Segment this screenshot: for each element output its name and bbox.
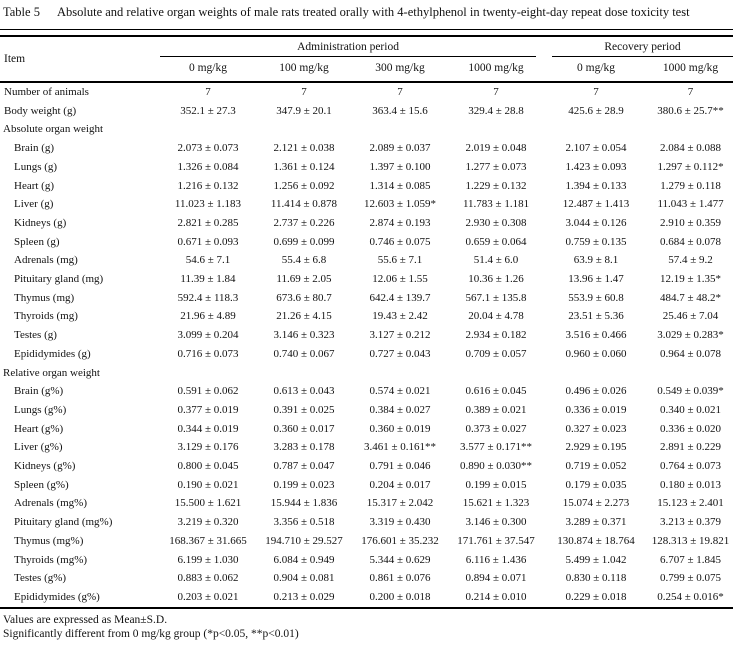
value-cell: 642.4 ± 139.7 (369, 291, 431, 304)
value-cell: 0.746 ± 0.075 (369, 235, 431, 248)
value-cell: 3.283 ± 0.178 (273, 441, 335, 454)
table-row (0, 102, 733, 121)
row-label: Testes (g) (14, 329, 57, 342)
value-cell: 0.659 ± 0.064 (465, 235, 527, 248)
value-cell: 7 (397, 86, 403, 98)
value-cell: 352.1 ± 27.3 (180, 104, 236, 117)
value-cell: 0.861 ± 0.076 (369, 572, 431, 585)
value-cell: 12.603 ± 1.059* (363, 198, 437, 211)
table-container (0, 29, 733, 609)
value-cell: 0.740 ± 0.067 (273, 347, 335, 360)
value-cell: 2.737 ± 0.226 (273, 216, 335, 229)
value-cell: 15.621 ± 1.323 (462, 497, 530, 510)
dose-col-header: 1000 mg/kg (448, 57, 544, 82)
value-cell: 13.96 ± 1.47 (568, 273, 624, 286)
value-cell: 0.764 ± 0.073 (660, 460, 722, 473)
value-cell: 0.373 ± 0.027 (465, 422, 527, 435)
row-label: Epididymides (g%) (14, 590, 100, 603)
row-label: Thymus (mg) (14, 291, 75, 304)
administration-period-label: Administration period (160, 37, 536, 57)
table-row (0, 588, 733, 608)
value-cell: 3.044 ± 0.126 (565, 216, 627, 229)
value-cell: 0.229 ± 0.018 (565, 590, 627, 603)
value-cell: 0.727 ± 0.043 (369, 347, 431, 360)
value-cell: 10.36 ± 1.26 (468, 273, 524, 286)
row-label: Lungs (g%) (14, 403, 67, 416)
value-cell: 0.340 ± 0.021 (660, 403, 722, 416)
value-cell: 7 (687, 86, 694, 98)
value-cell: 0.377 ± 0.019 (177, 403, 239, 416)
value-cell: 0.190 ± 0.021 (177, 478, 239, 491)
section-row (0, 364, 733, 383)
value-cell: 0.716 ± 0.073 (177, 347, 239, 360)
value-cell: 1.361 ± 0.124 (273, 160, 335, 173)
item-column-header: Item (0, 36, 160, 82)
value-cell: 0.791 ± 0.046 (369, 460, 431, 473)
value-cell: 592.4 ± 118.3 (177, 291, 239, 304)
value-cell: 1.297 ± 0.112* (657, 160, 724, 173)
value-cell: 553.9 ± 60.8 (568, 291, 624, 304)
table-row (0, 177, 733, 196)
row-label: Brain (g%) (14, 385, 64, 398)
value-cell: 0.904 ± 0.081 (273, 572, 335, 585)
value-cell: 7 (493, 86, 499, 98)
value-cell: 0.179 ± 0.035 (565, 478, 627, 491)
table-row (0, 494, 733, 513)
value-cell: 0.199 ± 0.015 (465, 478, 527, 491)
table-row (0, 382, 733, 401)
table-row (0, 214, 733, 233)
value-cell: 23.51 ± 5.36 (568, 310, 624, 323)
value-cell: 6.084 ± 0.949 (273, 553, 335, 566)
value-cell: 567.1 ± 135.8 (465, 291, 527, 304)
value-cell: 0.327 ± 0.023 (565, 422, 627, 435)
table-row (0, 158, 733, 177)
value-cell: 0.360 ± 0.017 (273, 422, 335, 435)
table-row (0, 233, 733, 252)
value-cell: 2.019 ± 0.048 (465, 142, 527, 155)
value-cell: 12.19 ± 1.35* (660, 273, 722, 286)
row-label: Pituitary gland (mg) (14, 273, 104, 286)
value-cell: 3.289 ± 0.371 (565, 516, 627, 529)
dose-col-header: 0 mg/kg (544, 57, 648, 82)
value-cell: 0.800 ± 0.045 (177, 460, 239, 473)
value-cell: 21.26 ± 4.15 (276, 310, 332, 323)
value-cell: 168.367 ± 31.665 (169, 534, 247, 547)
row-label: Thymus (mg%) (14, 534, 84, 547)
value-cell: 673.6 ± 80.7 (276, 291, 332, 304)
value-cell: 25.46 ± 7.04 (662, 310, 719, 323)
value-cell: 1.314 ± 0.085 (369, 179, 431, 192)
value-cell: 0.671 ± 0.093 (177, 235, 239, 248)
value-cell: 0.964 ± 0.078 (660, 347, 722, 360)
value-cell: 0.890 ± 0.030** (459, 460, 533, 473)
footnotes (0, 609, 733, 642)
section-row (0, 120, 733, 139)
value-cell: 6.199 ± 1.030 (177, 553, 239, 566)
value-cell: 0.391 ± 0.025 (273, 403, 335, 416)
row-label: Adrenals (mg) (14, 254, 78, 267)
value-cell: 176.601 ± 35.232 (361, 534, 439, 547)
table-row (0, 139, 733, 158)
value-cell: 2.891 ± 0.229 (660, 441, 722, 454)
row-label: Lungs (g) (14, 160, 58, 173)
value-cell: 5.344 ± 0.629 (369, 553, 431, 566)
group-header-row (0, 36, 733, 57)
row-label: Thyroids (mg%) (14, 553, 88, 566)
value-cell: 0.549 ± 0.039* (657, 385, 724, 398)
table-row (0, 457, 733, 476)
value-cell: 194.710 ± 29.527 (265, 534, 343, 547)
value-cell: 7 (205, 86, 211, 98)
table-row (0, 551, 733, 570)
row-label: Body weight (g) (4, 104, 77, 117)
value-cell: 2.929 ± 0.195 (565, 441, 627, 454)
value-cell: 2.874 ± 0.193 (369, 216, 431, 229)
value-cell: 3.129 ± 0.176 (177, 441, 239, 454)
value-cell: 1.394 ± 0.133 (565, 179, 627, 192)
value-cell: 5.499 ± 1.042 (565, 553, 627, 566)
value-cell: 12.487 ± 1.413 (562, 198, 630, 211)
value-cell: 2.821 ± 0.285 (177, 216, 239, 229)
value-cell: 55.4 ± 6.8 (281, 254, 327, 267)
value-cell: 15.317 ± 2.042 (366, 497, 434, 510)
value-cell: 0.960 ± 0.060 (565, 347, 627, 360)
table-row (0, 270, 733, 289)
value-cell: 0.336 ± 0.020 (660, 422, 722, 435)
value-cell: 0.384 ± 0.027 (369, 403, 431, 416)
value-cell: 1.397 ± 0.100 (369, 160, 431, 173)
value-cell: 3.146 ± 0.323 (273, 329, 335, 342)
value-cell: 0.709 ± 0.057 (465, 347, 527, 360)
value-cell: 0.684 ± 0.078 (660, 235, 722, 248)
value-cell: 12.06 ± 1.55 (372, 273, 428, 286)
value-cell: 0.200 ± 0.018 (369, 590, 431, 603)
row-label: Brain (g) (14, 142, 55, 155)
row-label: Liver (g) (14, 198, 54, 211)
row-label: Heart (g%) (14, 422, 64, 435)
value-cell: 1.423 ± 0.093 (565, 160, 627, 173)
value-cell: 0.719 ± 0.052 (565, 460, 627, 473)
value-cell: 11.043 ± 1.477 (657, 198, 724, 211)
row-label: Kidneys (g) (14, 216, 67, 229)
row-label: Thyroids (mg) (14, 310, 78, 323)
value-cell: 1.216 ± 0.132 (177, 179, 239, 192)
value-cell: 3.516 ± 0.466 (565, 329, 627, 342)
value-cell: 57.4 ± 9.2 (668, 254, 713, 267)
value-cell: 2.910 ± 0.359 (660, 216, 722, 229)
value-cell: 3.319 ± 0.430 (369, 516, 431, 529)
value-cell: 11.023 ± 1.183 (174, 198, 242, 211)
section-label: Absolute organ weight (3, 123, 104, 136)
value-cell: 11.783 ± 1.181 (462, 198, 530, 211)
value-cell: 2.073 ± 0.073 (177, 142, 239, 155)
value-cell: 380.6 ± 25.7** (657, 104, 724, 117)
value-cell: 15.123 ± 2.401 (657, 497, 724, 510)
value-cell: 11.39 ± 1.84 (180, 273, 236, 286)
value-cell: 0.883 ± 0.062 (177, 572, 239, 585)
table-row (0, 345, 733, 364)
value-cell: 6.116 ± 1.436 (465, 553, 527, 566)
dose-col-header: 1000 mg/kg (648, 57, 733, 82)
dose-col-header: 100 mg/kg (256, 57, 352, 82)
value-cell: 0.616 ± 0.045 (465, 385, 527, 398)
footnote-line: Values are expressed as Mean±S.D. (3, 613, 168, 626)
value-cell: 0.204 ± 0.017 (369, 478, 431, 491)
row-label: Spleen (g%) (14, 478, 69, 491)
value-cell: 3.577 ± 0.171** (459, 441, 533, 454)
value-cell: 15.500 ± 1.621 (174, 497, 242, 510)
value-cell: 7 (301, 86, 307, 98)
value-cell: 128.313 ± 19.821 (651, 534, 730, 547)
value-cell: 15.074 ± 2.273 (562, 497, 630, 510)
value-cell: 51.4 ± 6.0 (473, 254, 519, 267)
table-row (0, 195, 733, 214)
table-number: Table 5 (3, 5, 40, 19)
value-cell: 1.256 ± 0.092 (273, 179, 335, 192)
value-cell: 55.6 ± 7.1 (377, 254, 423, 267)
value-cell: 20.04 ± 4.78 (468, 310, 524, 323)
value-cell: 11.69 ± 2.05 (276, 273, 332, 286)
value-cell: 329.4 ± 28.8 (468, 104, 524, 117)
row-label: Testes (g%) (14, 572, 67, 585)
row-label: Adrenals (mg%) (14, 497, 88, 510)
row-label: Pituitary gland (mg%) (14, 516, 113, 529)
value-cell: 2.084 ± 0.088 (660, 142, 722, 155)
footnote-line: Significantly different from 0 mg/kg group (*p<0.05, **p<0.01) (3, 628, 299, 641)
administration-period-header (160, 36, 544, 57)
value-cell: 0.360 ± 0.019 (369, 422, 431, 435)
value-cell: 2.089 ± 0.037 (369, 142, 431, 155)
value-cell: 3.146 ± 0.300 (465, 516, 527, 529)
row-label: Epididymides (g) (14, 347, 91, 360)
value-cell: 1.279 ± 0.118 (660, 179, 721, 192)
value-cell: 3.461 ± 0.161** (363, 441, 437, 454)
dose-col-header: 300 mg/kg (352, 57, 448, 82)
value-cell: 63.9 ± 8.1 (573, 254, 619, 267)
section-label: Relative organ weight (3, 366, 100, 379)
table-row (0, 307, 733, 326)
dose-col-header: 0 mg/kg (160, 57, 256, 82)
value-cell: 3.029 ± 0.283* (657, 329, 724, 342)
value-cell: 11.414 ± 0.878 (270, 198, 338, 211)
value-cell: 0.759 ± 0.135 (565, 235, 627, 248)
value-cell: 0.336 ± 0.019 (565, 403, 627, 416)
row-label: Kidneys (g%) (14, 460, 76, 473)
table-caption (0, 5, 733, 20)
table-row (0, 476, 733, 495)
value-cell: 0.613 ± 0.043 (273, 385, 335, 398)
value-cell: 0.180 ± 0.013 (660, 478, 722, 491)
value-cell: 3.127 ± 0.212 (369, 329, 431, 342)
value-cell: 0.591 ± 0.062 (177, 385, 239, 398)
row-label: Number of animals (4, 86, 89, 98)
value-cell: 2.121 ± 0.038 (273, 142, 335, 155)
value-cell: 0.344 ± 0.019 (177, 422, 239, 435)
table-row (0, 438, 733, 457)
table-row (0, 82, 733, 102)
organ-weights-table (0, 35, 733, 609)
value-cell: 1.326 ± 0.084 (177, 160, 239, 173)
value-cell: 0.199 ± 0.023 (273, 478, 335, 491)
value-cell: 347.9 ± 20.1 (276, 104, 332, 117)
table-row (0, 420, 733, 439)
value-cell: 2.107 ± 0.054 (565, 142, 627, 155)
value-cell: 171.761 ± 37.547 (457, 534, 535, 547)
value-cell: 484.7 ± 48.2* (660, 291, 722, 304)
value-cell: 3.213 ± 0.379 (660, 516, 722, 529)
value-cell: 0.799 ± 0.075 (660, 572, 722, 585)
value-cell: 0.389 ± 0.021 (465, 403, 527, 416)
table-row (0, 326, 733, 345)
value-cell: 2.930 ± 0.308 (465, 216, 527, 229)
table-row (0, 289, 733, 308)
value-cell: 363.4 ± 15.6 (372, 104, 428, 117)
table-header (0, 36, 733, 82)
value-cell: 0.203 ± 0.021 (177, 590, 239, 603)
value-cell: 54.6 ± 7.1 (185, 254, 231, 267)
value-cell: 7 (593, 86, 599, 98)
value-cell: 3.356 ± 0.518 (273, 516, 335, 529)
recovery-period-header (544, 36, 733, 57)
value-cell: 0.894 ± 0.071 (465, 572, 527, 585)
value-cell: 0.213 ± 0.029 (273, 590, 335, 603)
value-cell: 0.254 ± 0.016* (657, 590, 724, 603)
recovery-period-label: Recovery period (552, 37, 733, 57)
table-row (0, 569, 733, 588)
value-cell: 0.574 ± 0.021 (369, 385, 431, 398)
value-cell: 1.277 ± 0.073 (465, 160, 527, 173)
value-cell: 3.099 ± 0.204 (177, 329, 239, 342)
row-label: Heart (g) (14, 179, 55, 192)
table-body (0, 82, 733, 608)
value-cell: 6.707 ± 1.845 (660, 553, 722, 566)
table-caption-text: Absolute and relative organ weights of male rats treated orally with 4-ethylphenol in twenty-eight-day repeat dose toxicity test (57, 5, 690, 19)
table-row (0, 401, 733, 420)
value-cell: 0.787 ± 0.047 (273, 460, 335, 473)
value-cell: 425.6 ± 28.9 (568, 104, 624, 117)
table-row (0, 513, 733, 532)
value-cell: 3.219 ± 0.320 (177, 516, 239, 529)
value-cell: 0.830 ± 0.118 (565, 572, 627, 585)
value-cell: 1.229 ± 0.132 (465, 179, 527, 192)
value-cell: 2.934 ± 0.182 (465, 329, 527, 342)
value-cell: 0.214 ± 0.010 (465, 590, 527, 603)
row-label: Spleen (g) (14, 235, 60, 248)
table-row (0, 251, 733, 270)
value-cell: 0.496 ± 0.026 (565, 385, 627, 398)
value-cell: 21.96 ± 4.89 (180, 310, 236, 323)
value-cell: 0.699 ± 0.099 (273, 235, 335, 248)
value-cell: 15.944 ± 1.836 (270, 497, 338, 510)
table-row (0, 532, 733, 551)
value-cell: 19.43 ± 2.42 (372, 310, 428, 323)
row-label: Liver (g%) (14, 441, 63, 454)
value-cell: 130.874 ± 18.764 (557, 534, 635, 547)
